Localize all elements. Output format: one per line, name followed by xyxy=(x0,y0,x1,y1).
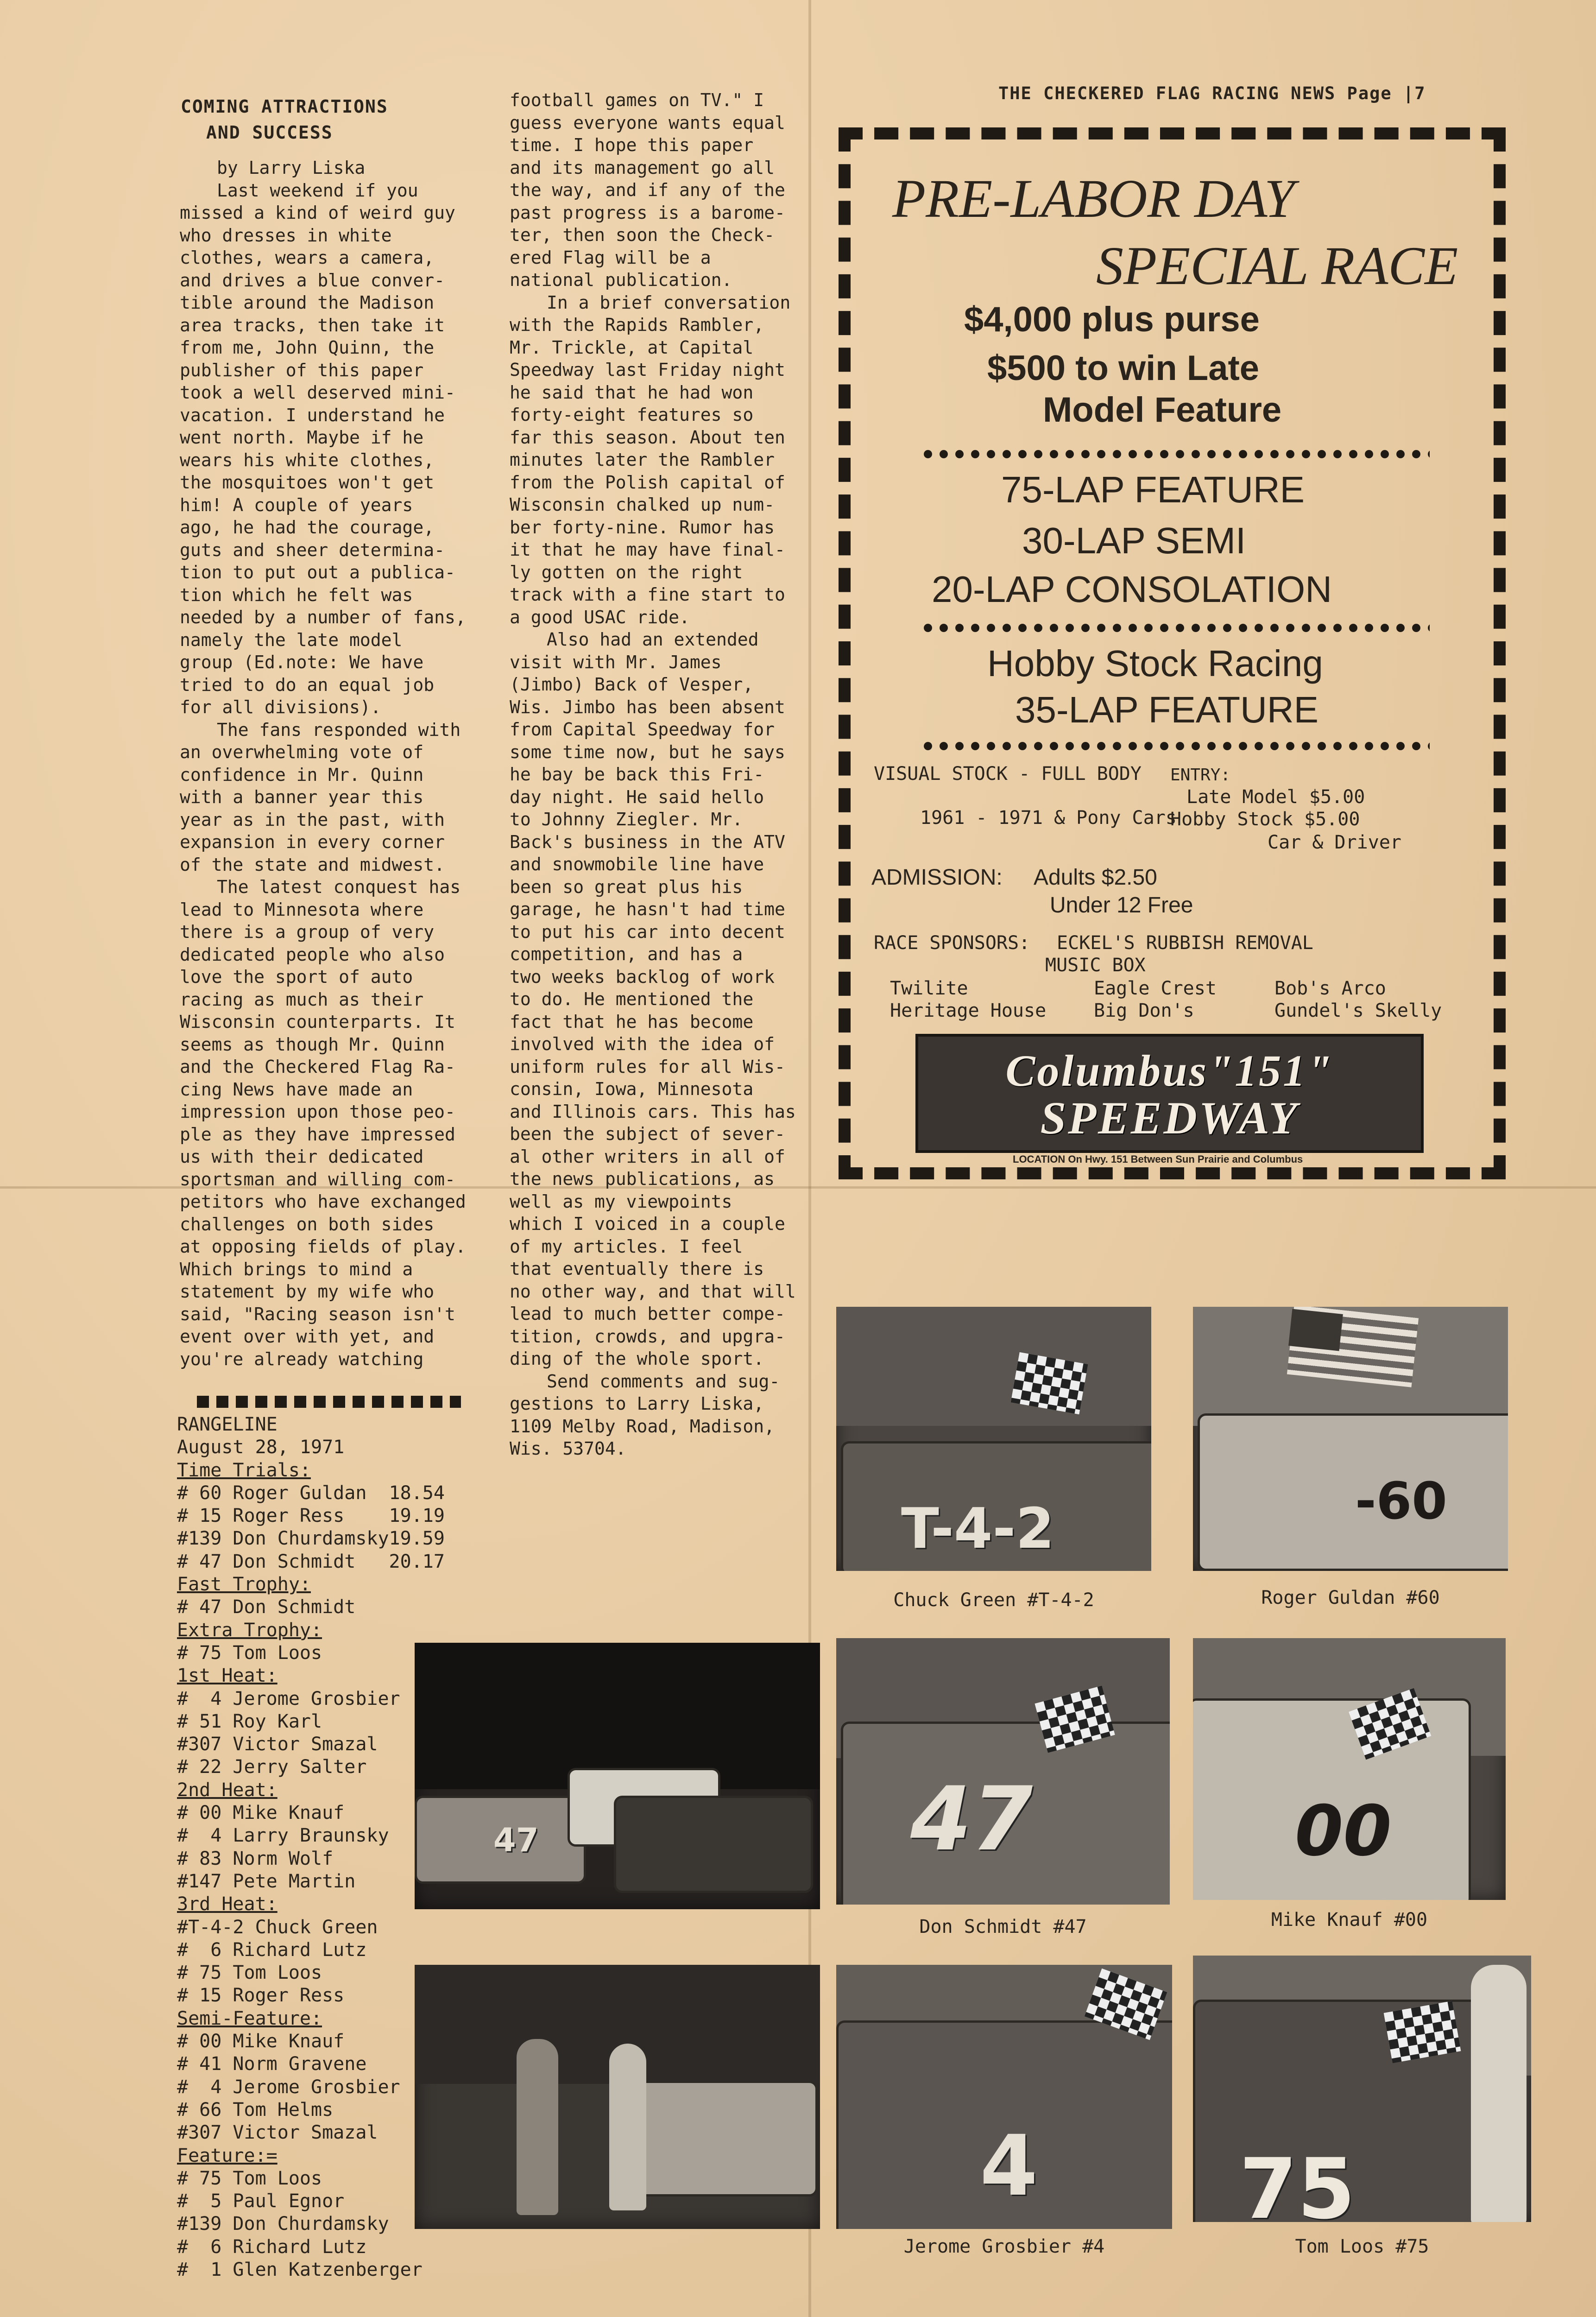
ad-sponsor-bobs-arco: Bob's Arco xyxy=(1274,978,1386,999)
article-line: tible around the Madison xyxy=(180,292,435,313)
article-line: and its management go all xyxy=(510,157,775,178)
article-line: from the Polish capital of xyxy=(510,472,785,493)
article-line: ly gotten on the right xyxy=(510,562,743,582)
ad-admission-under12: Under 12 Free xyxy=(1050,893,1193,918)
person-figure xyxy=(609,2044,646,2210)
article-line: tion which he felt was xyxy=(180,584,413,605)
article-line: needed by a number of fans, xyxy=(180,607,466,627)
results-line: #147 Pete Martin xyxy=(177,1870,356,1892)
ad-entry-car-driver: Car & Driver xyxy=(1268,832,1401,853)
caption-jerome-grosbier: Jerome Grosbier #4 xyxy=(903,2236,1105,2257)
article-column-2 xyxy=(510,89,815,1460)
article-line: and Illinois cars. This has xyxy=(510,1101,796,1122)
results-line: # 22 Jerry Salter xyxy=(177,1756,367,1778)
car-number: -60 xyxy=(1355,1471,1447,1531)
logo-line-1: Columbus"151" xyxy=(1005,1046,1334,1095)
ad-entry-label: ENTRY: xyxy=(1170,766,1231,785)
article-line: ered Flag will be a xyxy=(510,247,711,268)
car-number: 75 xyxy=(1239,2141,1356,2222)
photo-roger-guldan xyxy=(1193,1307,1508,1571)
article-line: at opposing fields of play. xyxy=(180,1236,466,1257)
article-line: year as in the past, with xyxy=(180,809,445,830)
race-car xyxy=(614,1796,813,1893)
article-line: with a banner year this xyxy=(180,787,424,807)
article-line: seems as though Mr. Quinn xyxy=(180,1034,445,1055)
results-line: # 83 Norm Wolf xyxy=(177,1848,334,1869)
article-line: visit with Mr. James xyxy=(510,652,722,672)
results-heading: Extra Trophy: xyxy=(177,1619,322,1641)
article-line: who dresses in white xyxy=(180,225,392,246)
results-line: # 75 Tom Loos xyxy=(177,1962,322,1984)
photo-tom-loos xyxy=(1193,1956,1531,2222)
article-line: missed a kind of weird guy xyxy=(180,203,455,223)
article-line: love the sport of auto xyxy=(180,967,413,987)
photo-mike-knauf xyxy=(1193,1638,1506,1900)
article-line: past progress is a barome- xyxy=(510,202,785,223)
results-line: #139 Don Churdamsky19.59 xyxy=(177,1528,445,1550)
article-line: Last weekend if you xyxy=(217,180,418,201)
article-line: 1109 Melby Road, Madison, xyxy=(510,1416,775,1437)
article-line: racing as much as their xyxy=(180,989,424,1010)
article-line: Wisconsin chalked up num- xyxy=(510,494,775,515)
article-line: statement by my wife who xyxy=(180,1281,435,1302)
ad-sponsor-heritage-house: Heritage House xyxy=(890,1000,1047,1021)
article-line: The fans responded with xyxy=(217,719,461,740)
car-number: T-4-2 xyxy=(901,1497,1054,1561)
results-heading: 3rd Heat: xyxy=(177,1893,278,1915)
ad-sponsors-label: RACE SPONSORS: xyxy=(874,932,1030,954)
results-line: # 41 Norm Gravene xyxy=(177,2053,367,2075)
ad-years: 1961 - 1971 & Pony Cars xyxy=(920,807,1177,829)
results-line: # 75 Tom Loos xyxy=(177,1642,322,1664)
article-line: by Larry Liska xyxy=(217,158,366,178)
results-line: # 6 Richard Lutz xyxy=(177,1939,367,1961)
article-line: ple as they have impressed xyxy=(180,1124,455,1145)
results-line: # 47 Don Schmidt xyxy=(177,1596,356,1618)
article-line: football games on TV." I xyxy=(510,90,764,110)
article-line: day night. He said hello xyxy=(510,786,764,807)
article-line: a good USAC ride. xyxy=(510,607,690,627)
article-line: been so great plus his xyxy=(510,876,743,897)
photo-background xyxy=(415,1643,820,1789)
article-line: to do. He mentioned the xyxy=(510,989,754,1009)
ad-entry-late-model: Late Model $5.00 xyxy=(1186,786,1365,808)
article-line: sportsman and willing com- xyxy=(180,1169,455,1190)
results-line: # 1 Glen Katzenberger xyxy=(177,2259,423,2280)
article-line: expansion in every corner xyxy=(180,832,445,852)
ad-visual-stock: VISUAL STOCK - FULL BODY xyxy=(874,763,1142,785)
article-line: ber forty-nine. Rumor has xyxy=(510,517,775,538)
ad-purse: $4,000 plus purse xyxy=(964,300,1260,339)
article-line: namely the late model xyxy=(180,629,403,650)
article-line: Wis. Jimbo has been absent xyxy=(510,696,785,717)
ad-sponsor-eckels: ECKEL'S RUBBISH REMOVAL xyxy=(1057,932,1313,954)
results-line: # 75 Tom Loos xyxy=(177,2167,322,2189)
article-column-1 xyxy=(180,157,504,1370)
headline-line-2: AND SUCCESS xyxy=(206,122,333,143)
article-line: challenges on both sides xyxy=(180,1214,435,1234)
car-number: 47 xyxy=(910,1768,1033,1870)
article-line: vacation. I understand he xyxy=(180,405,445,425)
results-line: # 15 Roger Ress xyxy=(177,1985,345,2007)
ad-admission-label: ADMISSION: xyxy=(871,865,1003,890)
photo-don-schmidt xyxy=(836,1638,1170,1905)
ad-sponsor-music-box: MUSIC BOX xyxy=(1045,955,1146,976)
ad-entry-hobby-stock: Hobby Stock $5.00 xyxy=(1170,809,1360,830)
article-line: some time now, but he says xyxy=(510,741,785,762)
results-line: #307 Victor Smazal xyxy=(177,1734,378,1755)
article-line: and snowmobile line have xyxy=(510,854,764,874)
car-number: 4 xyxy=(980,2118,1038,2215)
car-number: 00 xyxy=(1295,1791,1392,1872)
article-line: that eventually there is xyxy=(510,1259,764,1279)
article-line: took a well deserved mini- xyxy=(180,382,455,403)
results-line: # 00 Mike Knauf xyxy=(177,1802,345,1824)
article-line: dedicated people who also xyxy=(180,944,445,965)
article-line: tion to put out a publica- xyxy=(180,562,455,582)
article-line: Wis. 53704. xyxy=(510,1438,626,1459)
article-line: national publication. xyxy=(510,270,732,290)
headline-line-1: COMING ATTRACTIONS xyxy=(181,96,388,117)
results-line: #307 Victor Smazal xyxy=(177,2122,378,2144)
article-line: involved with the idea of xyxy=(510,1034,775,1054)
person-figure xyxy=(517,2039,558,2215)
article-line: In a brief conversation xyxy=(547,292,791,313)
article-line: Mr. Trickle, at Capital xyxy=(510,337,754,358)
ad-win-line-1: $500 to win Late xyxy=(987,348,1260,388)
article-line: us with their dedicated xyxy=(180,1146,424,1167)
article-line: well as my viewpoints xyxy=(510,1191,732,1212)
section-divider xyxy=(197,1396,461,1408)
ad-dotted-divider-3 xyxy=(920,742,1430,750)
ad-sponsor-big-dons: Big Don's xyxy=(1094,1000,1194,1021)
caption-tom-loos: Tom Loos #75 xyxy=(1295,2236,1429,2257)
car-number: 47 xyxy=(493,1821,539,1859)
article-line: tried to do an equal job xyxy=(180,674,435,695)
article-line: you're already watching xyxy=(180,1348,424,1369)
article-line: guts and sheer determina- xyxy=(180,539,445,560)
results-line: # 4 Larry Braunsky xyxy=(177,1825,389,1847)
results-line: # 5 Paul Egnor xyxy=(177,2190,345,2212)
article-line: said, "Racing season isn't xyxy=(180,1304,455,1324)
article-line: minutes later the Rambler xyxy=(510,449,775,470)
article-line: petitors who have exchanged xyxy=(180,1191,466,1212)
article-line: event over with yet, and xyxy=(180,1326,435,1347)
article-line: for all divisions). xyxy=(180,697,381,717)
article-line: impression upon those peo- xyxy=(180,1102,455,1122)
article-line: of the state and midwest. xyxy=(180,854,445,875)
results-line: RANGELINE xyxy=(177,1414,278,1435)
article-line: guess everyone wants equal xyxy=(510,112,785,133)
caption-chuck-green: Chuck Green #T-4-2 xyxy=(893,1589,1094,1611)
race-advertisement xyxy=(839,127,1506,1179)
ad-dotted-divider-1 xyxy=(920,450,1430,458)
results-line: #T-4-2 Chuck Green xyxy=(177,1916,378,1938)
article-line: competition, and has a xyxy=(510,944,743,964)
article-line: Which brings to mind a xyxy=(180,1259,413,1279)
article-line: from Capital Speedway for xyxy=(510,719,775,740)
results-line: August 28, 1971 xyxy=(177,1437,345,1458)
flag-canton xyxy=(1288,1309,1343,1351)
article-line: with the Rapids Rambler, xyxy=(510,315,764,335)
article-line: the news publications, as xyxy=(510,1169,775,1189)
person-figure xyxy=(1471,1965,1527,2222)
masthead: THE CHECKERED FLAG RACING NEWS Page |7 xyxy=(998,83,1426,103)
article-line: which I voiced in a couple xyxy=(510,1214,785,1234)
race-car xyxy=(1198,1413,1508,1571)
article-line: no other way, and that will xyxy=(510,1281,796,1302)
article-line: (Jimbo) Back of Vesper, xyxy=(510,674,754,695)
results-line: # 51 Roy Karl xyxy=(177,1710,322,1732)
article-line: al other writers in all of xyxy=(510,1146,785,1167)
race-car xyxy=(637,2081,818,2197)
photo-background xyxy=(836,1307,1151,1426)
results-line: # 00 Mike Knauf xyxy=(177,2031,345,2052)
logo-line-2: SPEEDWAY xyxy=(1040,1092,1299,1144)
article-line: he bay be back this Fri- xyxy=(510,764,764,785)
article-line: uniform rules for all Wis- xyxy=(510,1056,785,1077)
article-line: gestions to Larry Liska, xyxy=(510,1393,764,1414)
ad-title-2: SPECIAL RACE xyxy=(1096,235,1458,296)
results-heading: Feature:= xyxy=(177,2145,278,2166)
results-line: # 4 Jerome Grosbier xyxy=(177,2076,400,2098)
ad-feature-75: 75-LAP FEATURE xyxy=(1001,469,1305,510)
article-line: two weeks backlog of work xyxy=(510,966,775,987)
article-line: the mosquitoes won't get xyxy=(180,472,435,493)
article-line: and the Checkered Flag Ra- xyxy=(180,1057,455,1077)
article-line: time. I hope this paper xyxy=(510,135,754,155)
results-heading: Time Trials: xyxy=(177,1459,311,1481)
results-heading: Fast Trophy: xyxy=(177,1574,311,1595)
article-line: lead to Minnesota where xyxy=(180,899,424,920)
article-line: publisher of this paper xyxy=(180,360,424,380)
article-line: he said that he had won xyxy=(510,382,754,403)
ad-admission-adults: Adults $2.50 xyxy=(1034,865,1157,890)
article-line: ago, he had the courage, xyxy=(180,517,435,538)
article-line: lead to much better compe- xyxy=(510,1304,785,1324)
results-line: # 4 Jerome Grosbier xyxy=(177,1688,400,1709)
article-line: fact that he has become xyxy=(510,1011,754,1032)
caption-don-schmidt: Don Schmidt #47 xyxy=(919,1916,1087,1937)
results-line: # 47 Don Schmidt 20.17 xyxy=(177,1551,445,1572)
article-line: Also had an extended xyxy=(547,629,759,650)
article-line: confidence in Mr. Quinn xyxy=(180,764,424,785)
article-line: went north. Maybe if he xyxy=(180,427,424,448)
results-heading: Semi-Feature: xyxy=(177,2007,322,2029)
article-line: garage, he hasn't had time xyxy=(510,899,785,919)
results-heading: 2nd Heat: xyxy=(177,1779,278,1801)
photo-pit-crowd xyxy=(415,1965,820,2229)
article-line: ding of the whole sport. xyxy=(510,1348,764,1369)
article-line: of my articles. I feel xyxy=(510,1236,743,1257)
photo-jerome-grosbier xyxy=(836,1965,1172,2229)
ad-sponsor-twilite: Twilite xyxy=(890,978,968,999)
article-line: it that he may have final- xyxy=(510,539,785,560)
ad-location: LOCATION On Hwy. 151 Between Sun Prairie and Columbus xyxy=(1013,1153,1303,1165)
article-line: from me, John Quinn, the xyxy=(180,337,435,358)
ad-dotted-divider-2 xyxy=(920,624,1430,632)
photo-night-pileup xyxy=(415,1643,820,1909)
article-line: Send comments and sug- xyxy=(547,1371,780,1392)
speedway-logo xyxy=(915,1034,1424,1153)
article-line: consin, Iowa, Minnesota xyxy=(510,1079,754,1099)
article-line: cing News have made an xyxy=(180,1079,413,1100)
article-line: group (Ed.note: We have xyxy=(180,652,424,672)
article-line: to Johnny Ziegler. Mr. xyxy=(510,809,743,829)
results-heading: 1st Heat: xyxy=(177,1665,278,1687)
ad-consolation-20: 20-LAP CONSOLATION xyxy=(932,569,1332,610)
article-line: and drives a blue conver- xyxy=(180,270,445,291)
results-line: # 6 Richard Lutz xyxy=(177,2236,367,2258)
ad-title-1: PRE-LABOR DAY xyxy=(892,168,1295,229)
results-line: # 60 Roger Guldan 18.54 xyxy=(177,1482,445,1504)
caption-roger-guldan: Roger Guldan #60 xyxy=(1261,1587,1440,1608)
article-line: The latest conquest has xyxy=(217,877,461,897)
article-line: wears his white clothes, xyxy=(180,449,435,470)
article-line: the way, and if any of the xyxy=(510,180,785,200)
article-line: an overwhelming vote of xyxy=(180,742,424,762)
article-line: ter, then soon the Check- xyxy=(510,225,775,245)
ad-hobby-stock: Hobby Stock Racing xyxy=(987,643,1323,684)
results-line: # 15 Roger Ress 19.19 xyxy=(177,1505,445,1527)
article-line: him! A couple of years xyxy=(180,494,413,515)
ad-sponsor-gundels-skelly: Gundel's Skelly xyxy=(1274,1000,1442,1021)
results-line: #139 Don Churdamsky xyxy=(177,2213,389,2235)
caption-mike-knauf: Mike Knauf #00 xyxy=(1271,1909,1428,1931)
article-line: Speedway last Friday night xyxy=(510,360,785,380)
results-line: # 66 Tom Helms xyxy=(177,2099,334,2121)
ad-semi-30: 30-LAP SEMI xyxy=(1022,520,1246,561)
ad-sponsor-eagle-crest: Eagle Crest xyxy=(1094,978,1217,999)
ad-win-line-2: Model Feature xyxy=(1043,390,1282,430)
article-line: clothes, wears a camera, xyxy=(180,247,435,268)
article-line: been the subject of sever- xyxy=(510,1124,785,1144)
article-line: to put his car into decent xyxy=(510,921,785,942)
article-line: Wisconsin counterparts. It xyxy=(180,1012,455,1032)
article-line: Back's business in the ATV xyxy=(510,831,785,852)
article-line: tition, crowds, and upgra- xyxy=(510,1326,785,1347)
article-line: far this season. About ten xyxy=(510,427,785,448)
article-line: track with a fine start to xyxy=(510,584,785,605)
article-line: area tracks, then take it xyxy=(180,315,445,336)
article-line: forty-eight features so xyxy=(510,405,754,425)
article-line: there is a group of very xyxy=(180,922,435,942)
photo-chuck-green xyxy=(836,1307,1151,1571)
ad-hobby-feature: 35-LAP FEATURE xyxy=(1015,689,1319,730)
